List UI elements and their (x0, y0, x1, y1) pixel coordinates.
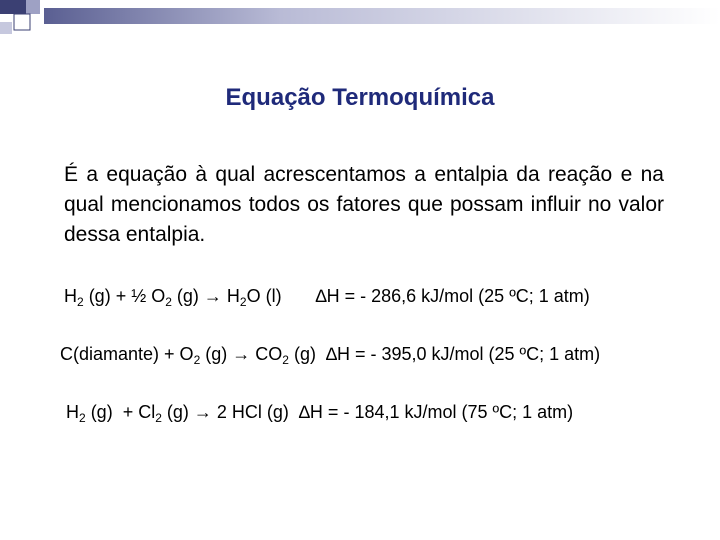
arrow-icon: → (193, 402, 212, 422)
enthalpy-1: ∆H = - 286,6 kJ/mol (25 ºC; 1 atm) (315, 286, 590, 306)
arrow-icon: → (232, 344, 251, 364)
arrow-icon: → (203, 286, 222, 306)
equation-3 (66, 402, 573, 423)
equation-1 (64, 286, 590, 307)
enthalpy-3: ∆H = - 184,1 kJ/mol (75 ºC; 1 atm) (298, 402, 574, 422)
slide-title: Equação Termoquímica (225, 84, 495, 111)
reaction-1: $H_2$ (g) + ½ $O_2$ $(g) \to H_2O$ (l) (64, 286, 282, 309)
corner-decoration (0, 0, 720, 40)
enthalpy-2: ∆H = - 395,0 kJ/mol (25 ºC; 1 atm) (325, 344, 601, 364)
equation-2 (60, 344, 600, 365)
reaction-3: $H_2$ $(g) + Cl_2$ (g) → 2 HCl (g) (66, 402, 289, 425)
definition-paragraph: É a equação à qual acrescentamos a entalpia da reação e na qual mencionamos todos os fatores que possam influir no valor dessa entalpia. (64, 163, 664, 246)
reaction-2: C(diamante) + $O_2$ $(g) \to CO_2$ (g) (60, 344, 316, 367)
